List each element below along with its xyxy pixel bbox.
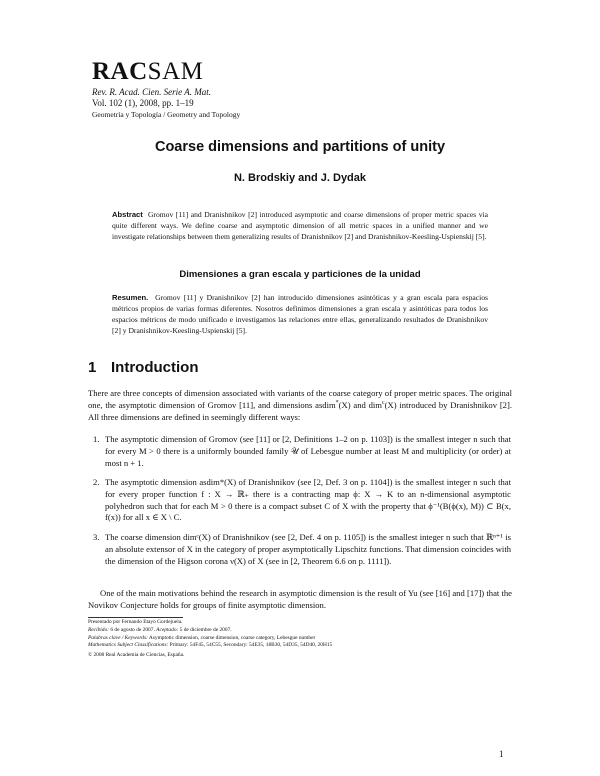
keywords-label: Palabras clave / Keywords: <box>88 635 148 641</box>
abstract-label: Abstract <box>112 210 143 219</box>
journal-logo <box>92 58 203 86</box>
received-date: 6 de agosto de 2007. <box>110 627 155 633</box>
resumen-title: Dimensiones a gran escala y particiones de la unidad <box>179 269 421 280</box>
intro-text-a: There are three concepts of dimension associated with variants of the coarse category of proper metric spaces. The original one, the asymptotic dimension of Gromov [11], and dimensions asdim <box>88 388 512 410</box>
accepted-label: Aceptado: <box>156 627 179 633</box>
volume-info: Vol. 102 (1), 2008, pp. 1–19 <box>92 98 194 108</box>
footnote-presented: Presentado por Fernando Etayo Gordejuela. <box>88 619 183 625</box>
section-title: Introduction <box>111 359 199 376</box>
msc-text: Primary: 54F45, 54C55, Secondary: 54E35, 18B30, 54D35, 54D40, 20H15 <box>169 642 333 648</box>
footnote-msc <box>88 642 518 649</box>
item-number: 3. <box>93 532 100 542</box>
accepted-date: 5 de diciembre de 2007. <box>179 627 232 633</box>
item-number: 2. <box>93 477 100 487</box>
intro-text-c: (X) introduced by Dranishnikov [2]. All three dimensions are defined in seemingly different ways: <box>88 399 512 422</box>
abstract-text: Gromov [11] and Dranishnikov [2] introduced asymptotic and coarse dimensions of proper metric spaces via quite different ways. We define coarse and asymptotic dimension of all metric spaces in a unified manner and we investigate relationships between them generalizing results of Dranishnikov [2] and Dranishnikov-Keesling-Uspienskij [5]. <box>112 210 488 241</box>
item-number: 1. <box>93 434 100 444</box>
abstract <box>112 209 488 242</box>
list-item <box>93 532 511 567</box>
journal-name: Rev. R. Acad. Cien. Serie A. Mat. <box>92 87 211 97</box>
footnote-copyright: © 2008 Real Academia de Ciencias, España. <box>88 652 185 658</box>
msc-label: Mathematics Subject Classifications: <box>88 642 169 648</box>
section-number: 1 <box>88 359 97 376</box>
item-text: The coarse dimension dimᶜ(X) of Dranishnikov (see [2, Def. 4 on p. 1105]) is the smallest integer n such that ℝⁿ⁺¹ is an absolute extensor of X in the category of proper asymptotically Lipschitz functions. That dimension coincides with the dimension of the Higson corona ν(X) of X (see in [2, Theorem 6.6 on p. 1111]). <box>105 532 511 566</box>
footnote-dates <box>88 627 518 634</box>
logo-bold-part: RAC <box>92 58 148 85</box>
item-text: The asymptotic dimension asdim*(X) of Dranishnikov (see [2, Def. 3 on p. 1104]) is the smallest integer n such that for every proper function f : X → ℝ₊ there is a contracting map ϕ: X → K to an n-dimensional asymptotic polyhedron such that for each M > 0 there is a compact subset C of X with the property that ϕ⁻¹(B(ϕ(x), M)) ⊂ B(x, f(x)) for all x ∈ X \ C. <box>105 477 511 523</box>
logo-rest-part: SAM <box>147 58 204 85</box>
section-heading <box>88 359 198 377</box>
subject-area: Geometría y Topología / Geometry and Topology <box>92 110 241 119</box>
intro-paragraph: There are three concepts of dimension associated with variants of the coarse category of proper metric spaces. The original one, the asymptotic dimension of Gromov [11], and dimensions asdim*(X) and dim$^c$(X) introduced by Dranishnikov [2]. All three dimensions are defined in seemingly different ways: <box>88 388 512 422</box>
list-item <box>93 477 511 524</box>
page-number: 1 <box>499 749 504 759</box>
paper-authors: N. Brodskiy and J. Dydak <box>233 172 367 184</box>
keywords-text: Asymptotic dimension, coarse dimension, coarse category, Lebesgue number <box>148 635 316 641</box>
footnote-rule <box>88 617 183 618</box>
item-text: The asymptotic dimension of Gromov (see [11] or [2, Definitions 1–2 on p. 1103]) is the smallest integer n such that for every M > 0 there is a uniformly bounded family 𝒰 of Lebesgue number at least M and multiplicity (or order) at most n + 1. <box>105 434 511 468</box>
resumen-text: Gromov [11] y Dranishnikov [2] han introducido dimensiones asintóticas y a gran escala para espacios métricos propios de varias formas diferentes. Nosotros definimos dimensiones a gran escala y asintóticas para todos los espacios métricos de modo unificado e investigamos las relaciones entre ellas, generalizando resultados de Dranishnikov [2] y Dranishnikov-Keesling-Uspienskij [5]. <box>112 293 489 335</box>
paper-title: Coarse dimensions and partitions of unity <box>154 139 446 155</box>
list-item <box>93 434 511 469</box>
received-label: Recibido: <box>88 627 109 633</box>
intro-text-b: (X) and dim <box>338 399 382 410</box>
resumen-label: Resumen. <box>112 293 149 302</box>
resumen <box>112 292 488 336</box>
motivation-paragraph: One of the main motivations behind the research in asymptotic dimension is the result of Yu (see [16] and [17]) that the Novikov Conjecture holds for groups of finite asymptotic dimension. <box>88 588 512 610</box>
